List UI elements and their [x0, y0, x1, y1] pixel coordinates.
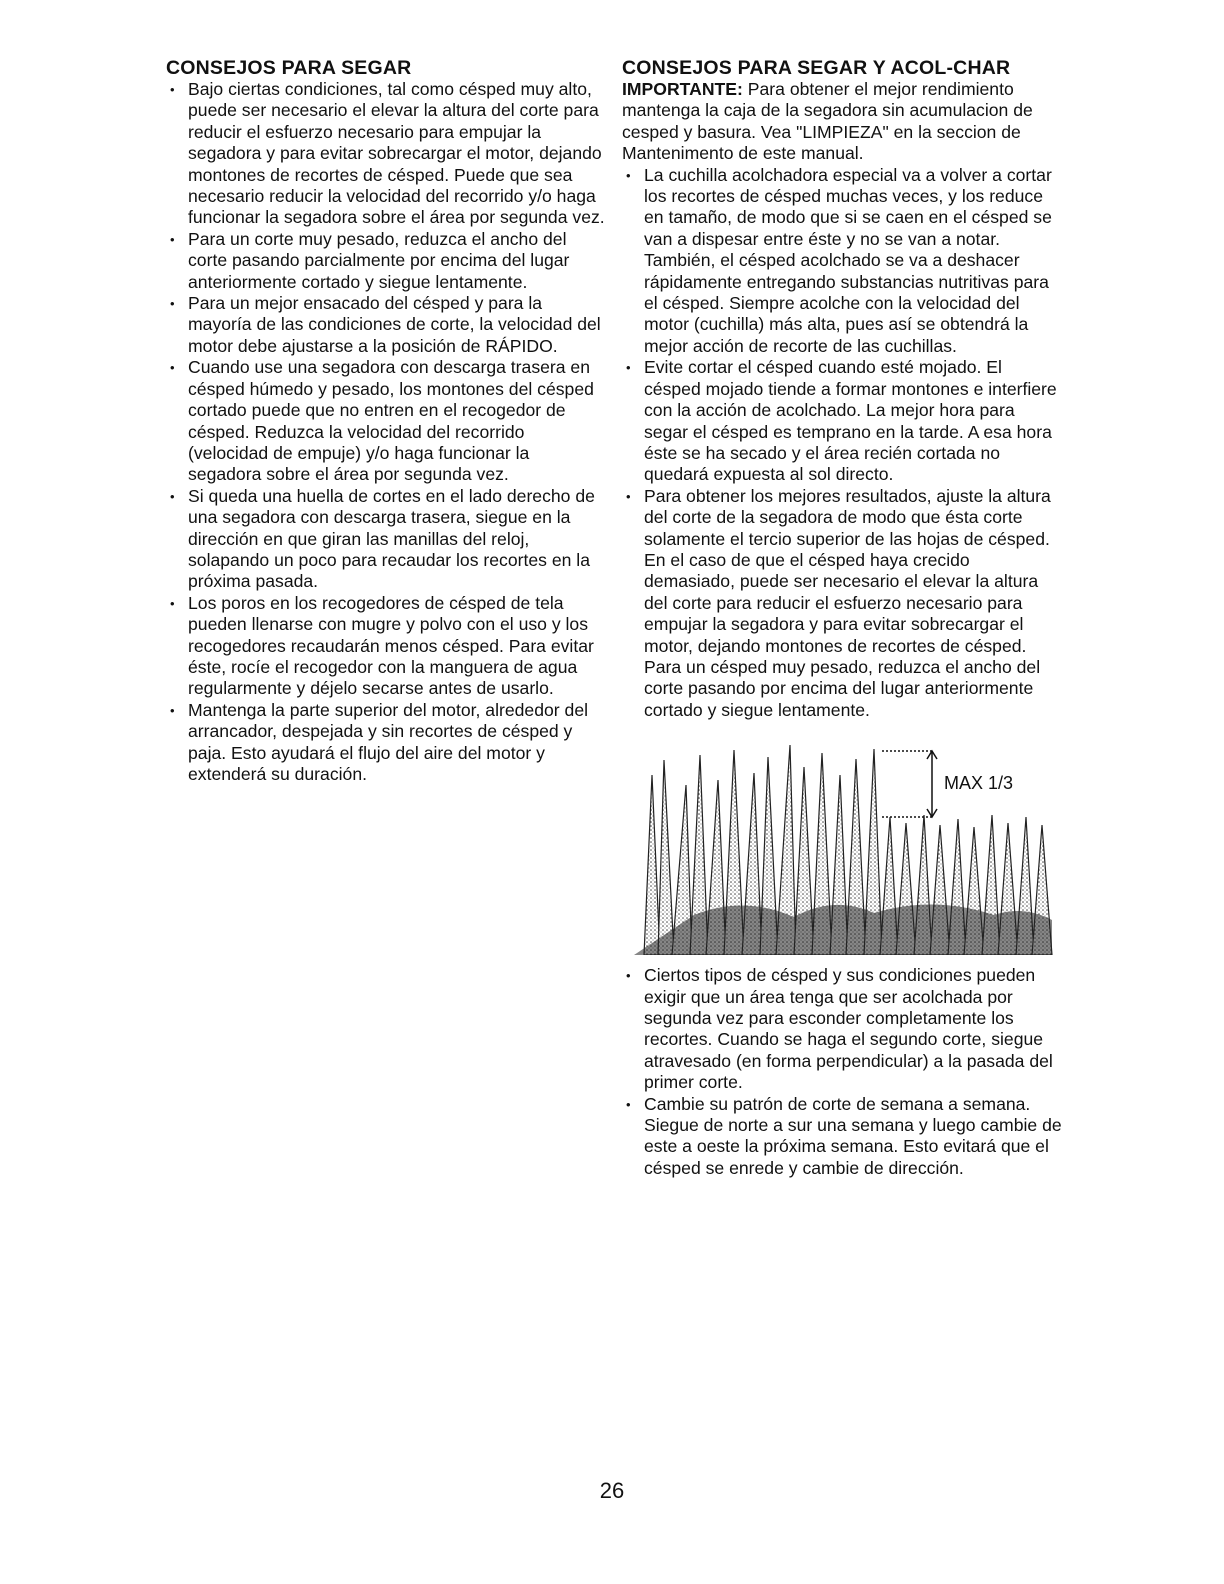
list-item: • Bajo ciertas condiciones, tal como césped muy alto, puede ser necesario el elevar la altura del corte para reducir el esfuerzo necesario para empujar la segadora y para evitar sobrecargar el motor, dejando montones de recortes de césped. Puede que sea necesario reducir la velocidad del recorrido y/o haga funcionar la segadora sobre el área por segunda vez.	[166, 79, 606, 229]
important-note	[622, 79, 1062, 165]
list-item: • Si queda una huella de cortes en el lado derecho de una segadora con descarga trasera, siegue en la dirección en que giran las manillas del reloj, solapando un poco para recaudar los recortes en la próxima pasada.	[166, 486, 606, 593]
list-item: • Cuando use una segadora con descarga trasera en césped húmedo y pesado, los montones del césped cortado puede que no entren en el recogedor de césped. Reduzca la velocidad del recorrido (velocidad de empuje) y/o haga funcionar la segadora sobre el área por segunda vez.	[166, 357, 606, 485]
list-item: • Los poros en los recogedores de césped de tela pueden llenarse con mugre y polvo con el uso y los recogedores recaudarán menos césped. Para evitar éste, rocíe el recogedor con la manguera de agua regularmente y déjelo secarse antes de usarlo.	[166, 593, 606, 700]
list-item: • Cambie su patrón de corte de semana a semana. Siegue de norte a sur una semana y luego cambie de este a oeste la próxima semana. Esto evitará que el césped se enrede y cambie de dirección.	[622, 1094, 1062, 1180]
mowing-tips-list	[166, 79, 606, 785]
list-item: • Para un mejor ensacado del césped y para la mayoría de las condiciones de corte, la velocidad del motor debe ajustarse a la posición de RÁPIDO.	[166, 293, 606, 357]
right-column	[622, 58, 1062, 1179]
list-item: • Para obtener los mejores resultados, ajuste la altura del corte de la segadora de modo que ésta corte solamente el tercio superior de las hojas de césped. En el caso de que el césped haya crecido demasiado, puede ser necesario el elevar la altura del corte para reducir el esfuerzo necesario para empujar la segadora y para evitar sobrecargar el motor, dejando montones de recortes de césped. Para un césped muy pesado, reduzca el ancho del corte pasando por encima del lugar anteriormente cortado y siegue lentamente.	[622, 486, 1062, 721]
important-label: IMPORTANTE:	[622, 79, 743, 99]
section-title-mulching-tips: CONSEJOS PARA SEGAR Y ACOL-CHAR	[622, 57, 1011, 79]
mulching-tips-list-continued	[622, 965, 1062, 1179]
list-item: • Para un corte muy pesado, reduzca el ancho del corte pasando parcialmente por encima del lugar anteriormente cortado y siegue lentamente.	[166, 229, 606, 293]
list-item: • La cuchilla acolchadora especial va a volver a cortar los recortes de césped muchas veces, y los reduce en tamaño, de modo que si se caen en el césped se van a dispesar entre éste y no se van a notar. También, el césped acolchado se va a deshacer rápidamente entregando substancias nutritivas para el césped. Siempre acolche con la velocidad del motor (cuchilla) más alta, pues así se obtendrá la mejor acción de recorte de las cuchillas.	[622, 165, 1062, 358]
list-item: • Ciertos tipos de césped y sus condiciones pueden exigir que un área tenga que ser acolchada por segunda vez para esconder completamente los recortes. Cuando se haga el segundo corte, siegue atravesado (en forma perpendicular) a la pasada del primer corte.	[622, 965, 1062, 1093]
list-item: • Evite cortar el césped cuando esté mojado. El césped mojado tiende a formar montones e interfiere con la acción de acolchado. La mejor hora para segar el césped es temprano en la tarde. A esa hora éste se ha secado y el área recién cortada no quedará expuesta al sol directo.	[622, 357, 1062, 485]
important-text: Para obtener el mejor rendimiento mantenga la caja de la segadora sin acumulacion de cesped y basura. Vea "LIMPIEZA" en la seccion de Mantenimento de este manual.	[622, 79, 1033, 164]
height-marker	[882, 751, 937, 817]
list-item: • Mantenga la parte superior del motor, alrededor del arrancador, despejada y sin recortes de césped y paja. Esto ayudará el flujo del aire del motor y extenderá su duración.	[166, 700, 606, 786]
max-height-label: MAX 1/3	[944, 773, 1014, 794]
page-number: 26	[599, 1478, 625, 1503]
left-column	[166, 58, 606, 785]
grass-cut-height-illustration	[634, 745, 1054, 955]
mulching-tips-list	[622, 165, 1062, 722]
grass-illustration	[634, 745, 1054, 955]
section-title-mowing-tips: CONSEJOS PARA SEGAR	[166, 57, 412, 79]
